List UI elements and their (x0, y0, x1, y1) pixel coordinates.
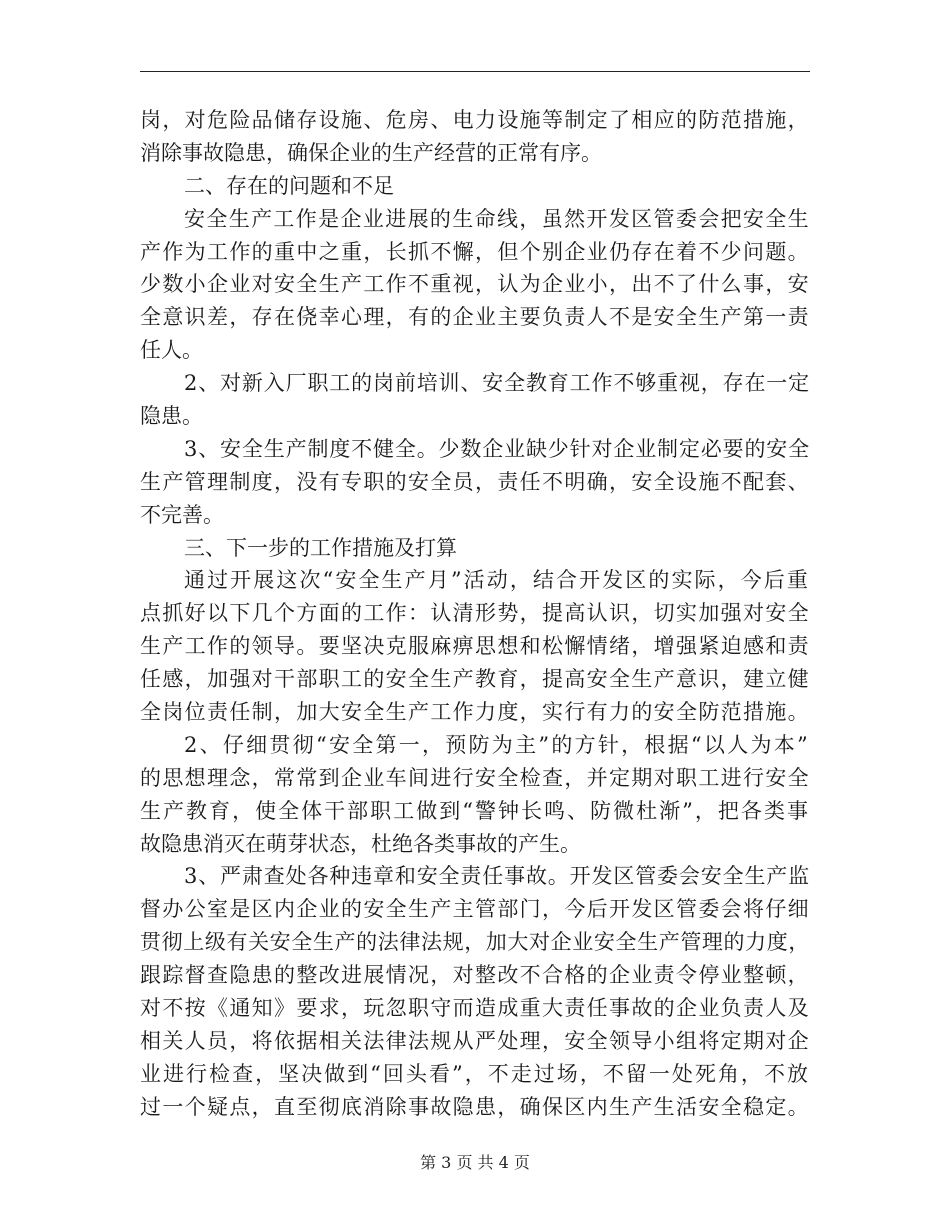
text-line: 不完善。 (140, 502, 224, 527)
text-line: 全岗位责任制，加大安全生产工作力度，实行有力的安全防范措施。 (140, 700, 810, 725)
text-line: 岗，对危险品储存设施、危房、电力设施等制定了相应的防范措施， (140, 108, 810, 132)
text-line: 过一个疑点，直至彻底消除事故隐患，确保区内生产生活安全稳定。 (140, 1094, 810, 1119)
text-line: 2、仔细贯彻“安全第一，预防为主”的方针，根据“以人为本” (184, 732, 810, 757)
text-line: 3、安全生产制度不健全。少数企业缺少针对企业制定必要的安全 (184, 436, 810, 461)
text-line: 二、存在的问题和不足 (184, 173, 394, 198)
text-line: 2、对新入厂职工的岗前培训、安全教育工作不够重视，存在一定 (184, 371, 810, 396)
page-number-footer: 第 3 页 共 4 页 (420, 1153, 530, 1172)
text-line: 三、下一步的工作措施及打算 (184, 535, 457, 560)
text-line: 少数小企业对安全生产工作不重视，认为企业小，出不了什么事，安 (140, 272, 810, 297)
header-rule (140, 71, 810, 72)
text-line: 故隐患消灭在萌芽状态，杜绝各类事故的产生。 (140, 831, 581, 856)
text-line: 消除事故隐患，确保企业的生产经营的正常有序。 (140, 140, 602, 165)
text-line: 安全生产工作是企业进展的生命线，虽然开发区管委会把安全生 (184, 206, 810, 231)
text-line: 的思想理念，常常到企业车间进行安全检查，并定期对职工进行安全 (140, 765, 810, 790)
text-line: 生产工作的领导。要坚决克服麻痹思想和松懈情绪，增强紧迫感和责 (140, 634, 810, 659)
text-line: 点抓好以下几个方面的工作：认清形势，提高认识，切实加强对安全 (140, 601, 810, 626)
text-line: 通过开展这次“安全生产月”活动，结合开发区的实际，今后重 (184, 568, 810, 593)
text-line: 生产管理制度，没有专职的安全员，责任不明确，安全设施不配套、 (140, 469, 810, 494)
text-line: 对不按《通知》要求，玩忽职守而造成重大责任事故的企业负责人及 (140, 996, 810, 1021)
text-line: 业进行检查，坚决做到“回头看”，不走过场，不留一处死角，不放 (140, 1061, 810, 1086)
text-line: 隐患。 (140, 404, 203, 429)
text-line: 督办公室是区内企业的安全生产主管部门，今后开发区管委会将仔细 (140, 897, 810, 922)
text-line: 生产教育，使全体干部职工做到“警钟长鸣、防微杜渐”，把各类事 (140, 798, 810, 823)
document-body (140, 104, 810, 1124)
text-line: 跟踪督查隐患的整改进展情况，对整改不合格的企业责令停业整顿， (140, 963, 810, 988)
text-line: 3、严肃查处各种违章和安全责任事故。开发区管委会安全生产监 (184, 864, 810, 889)
text-line: 全意识差，存在侥幸心理，有的企业主要负责人不是安全生产第一责 (140, 305, 810, 330)
text-line: 贯彻上级有关安全生产的法律法规，加大对企业安全生产管理的力度， (140, 930, 810, 955)
text-line: 产作为工作的重中之重，长抓不懈，但个别企业仍存在着不少问题。 (140, 239, 810, 264)
text-line: 相关人员，将依据相关法律法规从严处理，安全领导小组将定期对企 (140, 1028, 810, 1053)
text-line: 任感，加强对干部职工的安全生产教育，提高安全生产意识，建立健 (140, 667, 810, 692)
text-line: 任人。 (140, 338, 203, 363)
